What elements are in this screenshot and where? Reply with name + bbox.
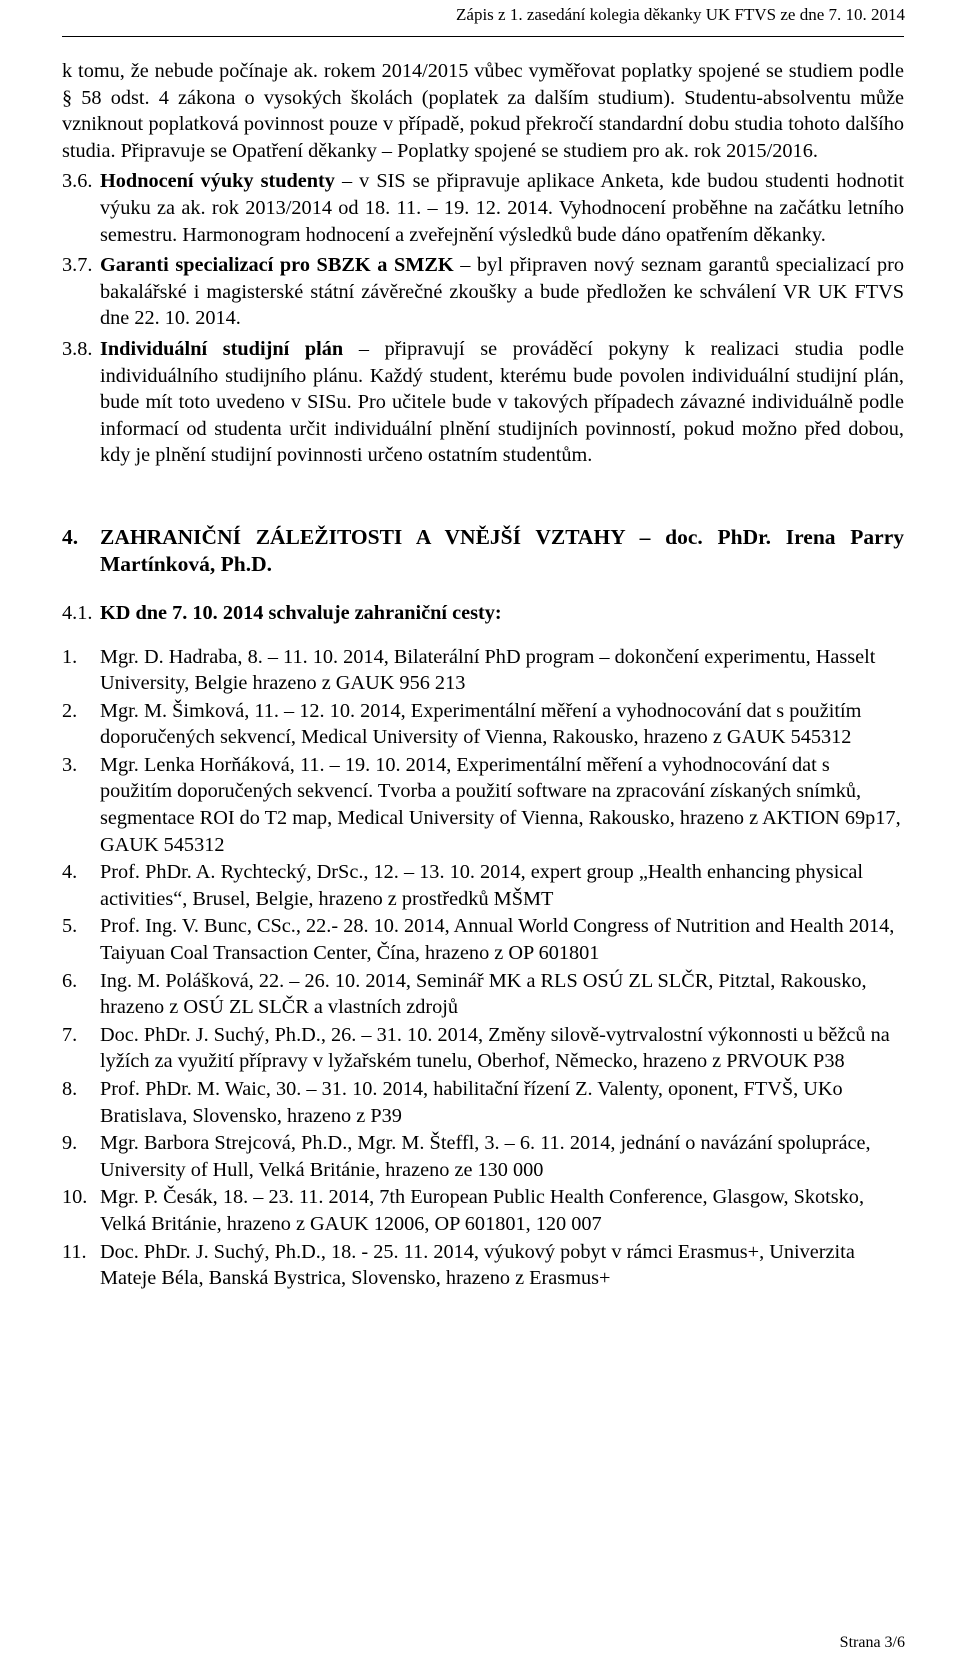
subsection-4-1-number: 4.1. — [62, 601, 93, 624]
subsection-4-1-title: KD dne 7. 10. 2014 schvaluje zahraniční cesty: — [100, 601, 502, 624]
section-number: 3.8. — [62, 337, 93, 360]
list-item-text: Mgr. P. Česák, 18. – 23. 11. 2014, 7th European Public Health Conference, Glasgow, Skotsko, Velká Británie, hrazeno z GAUK 12006, OP 601801, 120 007 — [100, 1186, 865, 1235]
list-item-text: Doc. PhDr. J. Suchý, Ph.D., 26. – 31. 10. 2014, Změny silově-vytrvalostní výkonnosti u běžců na lyžích za využití přípravy v lyžařském tunelu, Oberhof, Německo, hrazeno z PRVOUK P38 — [100, 1023, 890, 1073]
section-item — [62, 336, 904, 469]
section-text: – připravují se prováděcí pokyny k realizaci studia podle individuálního studijního plánu. Každý student, kterému bude povolen individuální studijní plán, bude mít toto uvedeno v SISu. Pro učitele bude v takových případech závazné individuálně podle informací od studenta určit individuální plnění studijních povinností, pokud možno před dobou, kdy je plnění studijní povinnosti určeno ostatním studentům. — [100, 337, 904, 467]
list-item-text: Mgr. Barbora Strejcová, Ph.D., Mgr. M. Šteffl, 3. – 6. 11. 2014, jednání o navázání spolupráce, University of Hull, Velká Británie, hrazeno ze 130 000 — [100, 1132, 871, 1181]
list-item-number: 11. — [62, 1240, 87, 1263]
document-body — [62, 58, 904, 1293]
section-body — [100, 168, 904, 248]
list-item-number: 7. — [62, 1023, 78, 1046]
list-item-text: Mgr. D. Hadraba, 8. – 11. 10. 2014, Bilaterální PhD program – dokončení experimentu, Hasselt University, Belgie hrazeno z GAUK 956 213 — [100, 645, 876, 695]
section-text: – v SIS se připravuje aplikace Anketa, kde budou studenti hodnotit výuku za ak. rok 2013/2014 od 18. 11. – 19. 12. 2014. Vyhodnocení proběhne na začátku letního semestru. Harmonogram hodnocení a zveřejnění výsledků bude dáno opatřením děkanky. — [100, 170, 904, 246]
list-item-text: Ing. M. Polášková, 22. – 26. 10. 2014, Seminář MK a RLS OSÚ ZL SLČR, Pitztal, Rakousko, hrazeno z OSÚ ZL SLČR a vlastních zdrojů — [100, 969, 867, 1019]
sections-list — [62, 168, 904, 469]
list-item — [62, 1076, 904, 1129]
list-item-text: Prof. Ing. V. Bunc, CSc., 22.- 28. 10. 2014, Annual World Congress of Nutrition and Health 2014, Taiyuan Coal Transaction Center, Čína, hrazeno z OP 601801 — [100, 915, 895, 965]
list-item — [62, 968, 904, 1021]
page-number: Strana 3/6 — [839, 1634, 905, 1651]
list-item-number: 8. — [62, 1078, 78, 1100]
list-item — [62, 1022, 904, 1075]
list-item — [62, 859, 904, 912]
list-item-number: 3. — [62, 753, 78, 776]
list-item-number: 6. — [62, 969, 78, 992]
list-item-number: 2. — [62, 699, 78, 722]
section-4-heading — [62, 524, 904, 578]
list-item — [62, 1239, 904, 1292]
section-body — [100, 252, 904, 332]
trips-list — [62, 644, 904, 1292]
list-item-text: Mgr. M. Šimková, 11. – 12. 10. 2014, Experimentální měření a vyhodnocování dat s použitím doporučených sekvencí, Medical University of Vienna, Rakousko, hrazeno z GAUK 545312 — [100, 699, 862, 749]
list-item — [62, 1184, 904, 1237]
list-item-number: 9. — [62, 1132, 78, 1155]
section-text: – byl připraven nový seznam garantů specializací pro bakalářské i magisterské státní závěrečné zkoušky a bude předložen ke schválení VR UK FTVS dne 22. 10. 2014. — [100, 254, 905, 330]
section-number: 3.6. — [62, 170, 93, 193]
section-number: 3.7. — [62, 254, 93, 277]
list-item — [62, 752, 904, 858]
section-title: Hodnocení výuky studenty — [100, 170, 335, 193]
list-item-number: 5. — [62, 915, 78, 938]
page-header: Zápis z 1. zasedání kolegia děkanky UK FTVS ze dne 7. 10. 2014 — [456, 5, 905, 24]
list-item — [62, 1130, 904, 1183]
intro-paragraph: k tomu, že nebude počínaje ak. rokem 2014/2015 vůbec vyměřovat poplatky spojené se studiem podle § 58 odst. 4 zákona o vysokých školách (poplatek za dalším studium). Studentu-absolventu může vzniknout poplatková povinnost pouze v případě, pokud překročí standardní dobu studia tohoto dalšího studia. Připravuje se Opatření děkanky – Poplatky spojené se studiem pro ak. rok 2015/2016. — [62, 60, 904, 162]
list-item-number: 4. — [62, 861, 78, 884]
list-item-text: Prof. PhDr. M. Waic, 30. – 31. 10. 2014, habilitační řízení Z. Valenty, oponent, FTVŠ, UKo Bratislava, Slovensko, hrazeno z P39 — [100, 1078, 843, 1127]
section-item — [62, 168, 904, 248]
subsection-4-1 — [62, 600, 904, 627]
list-item-text: Prof. PhDr. A. Rychtecký, DrSc., 12. – 13. 10. 2014, expert group „Health enhancing physical activities“, Brusel, Belgie, hrazeno z prostředků MŠMT — [100, 861, 863, 910]
list-item-number: 10. — [62, 1186, 88, 1209]
list-item-text: Doc. PhDr. J. Suchý, Ph.D., 18. - 25. 11. 2014, výukový pobyt v rámci Erasmus+, Univerzita Mateje Béla, Banská Bystrica, Slovensko, hrazeno z Erasmus+ — [100, 1240, 855, 1290]
list-item — [62, 644, 904, 697]
section-title: Individuální studijní plán — [100, 337, 344, 360]
list-item — [62, 698, 904, 751]
section-item — [62, 252, 904, 332]
section-4-title: ZAHRANIČNÍ ZÁLEŽITOSTI A VNĚJŠÍ VZTAHY – doc. PhDr. Irena Parry Martínková, Ph.D. — [100, 524, 904, 576]
section-body — [100, 336, 904, 469]
section-title: Garanti specializací pro SBZK a SMZK — [100, 254, 454, 277]
list-item-number: 1. — [62, 645, 78, 668]
section-4-number: 4. — [62, 524, 79, 549]
list-item — [62, 913, 904, 966]
list-item-text: Mgr. Lenka Horňáková, 11. – 19. 10. 2014, Experimentální měření a vyhodnocování dat s použitím doporučených sekvencí. Tvorba a použití software na zpracování získaných snímků, segmentace ROI do T2 map, Medical University of Vienna, Rakousko, hrazeno z AKTION 69p17, GAUK 545312 — [100, 753, 901, 856]
header-divider — [62, 36, 904, 37]
